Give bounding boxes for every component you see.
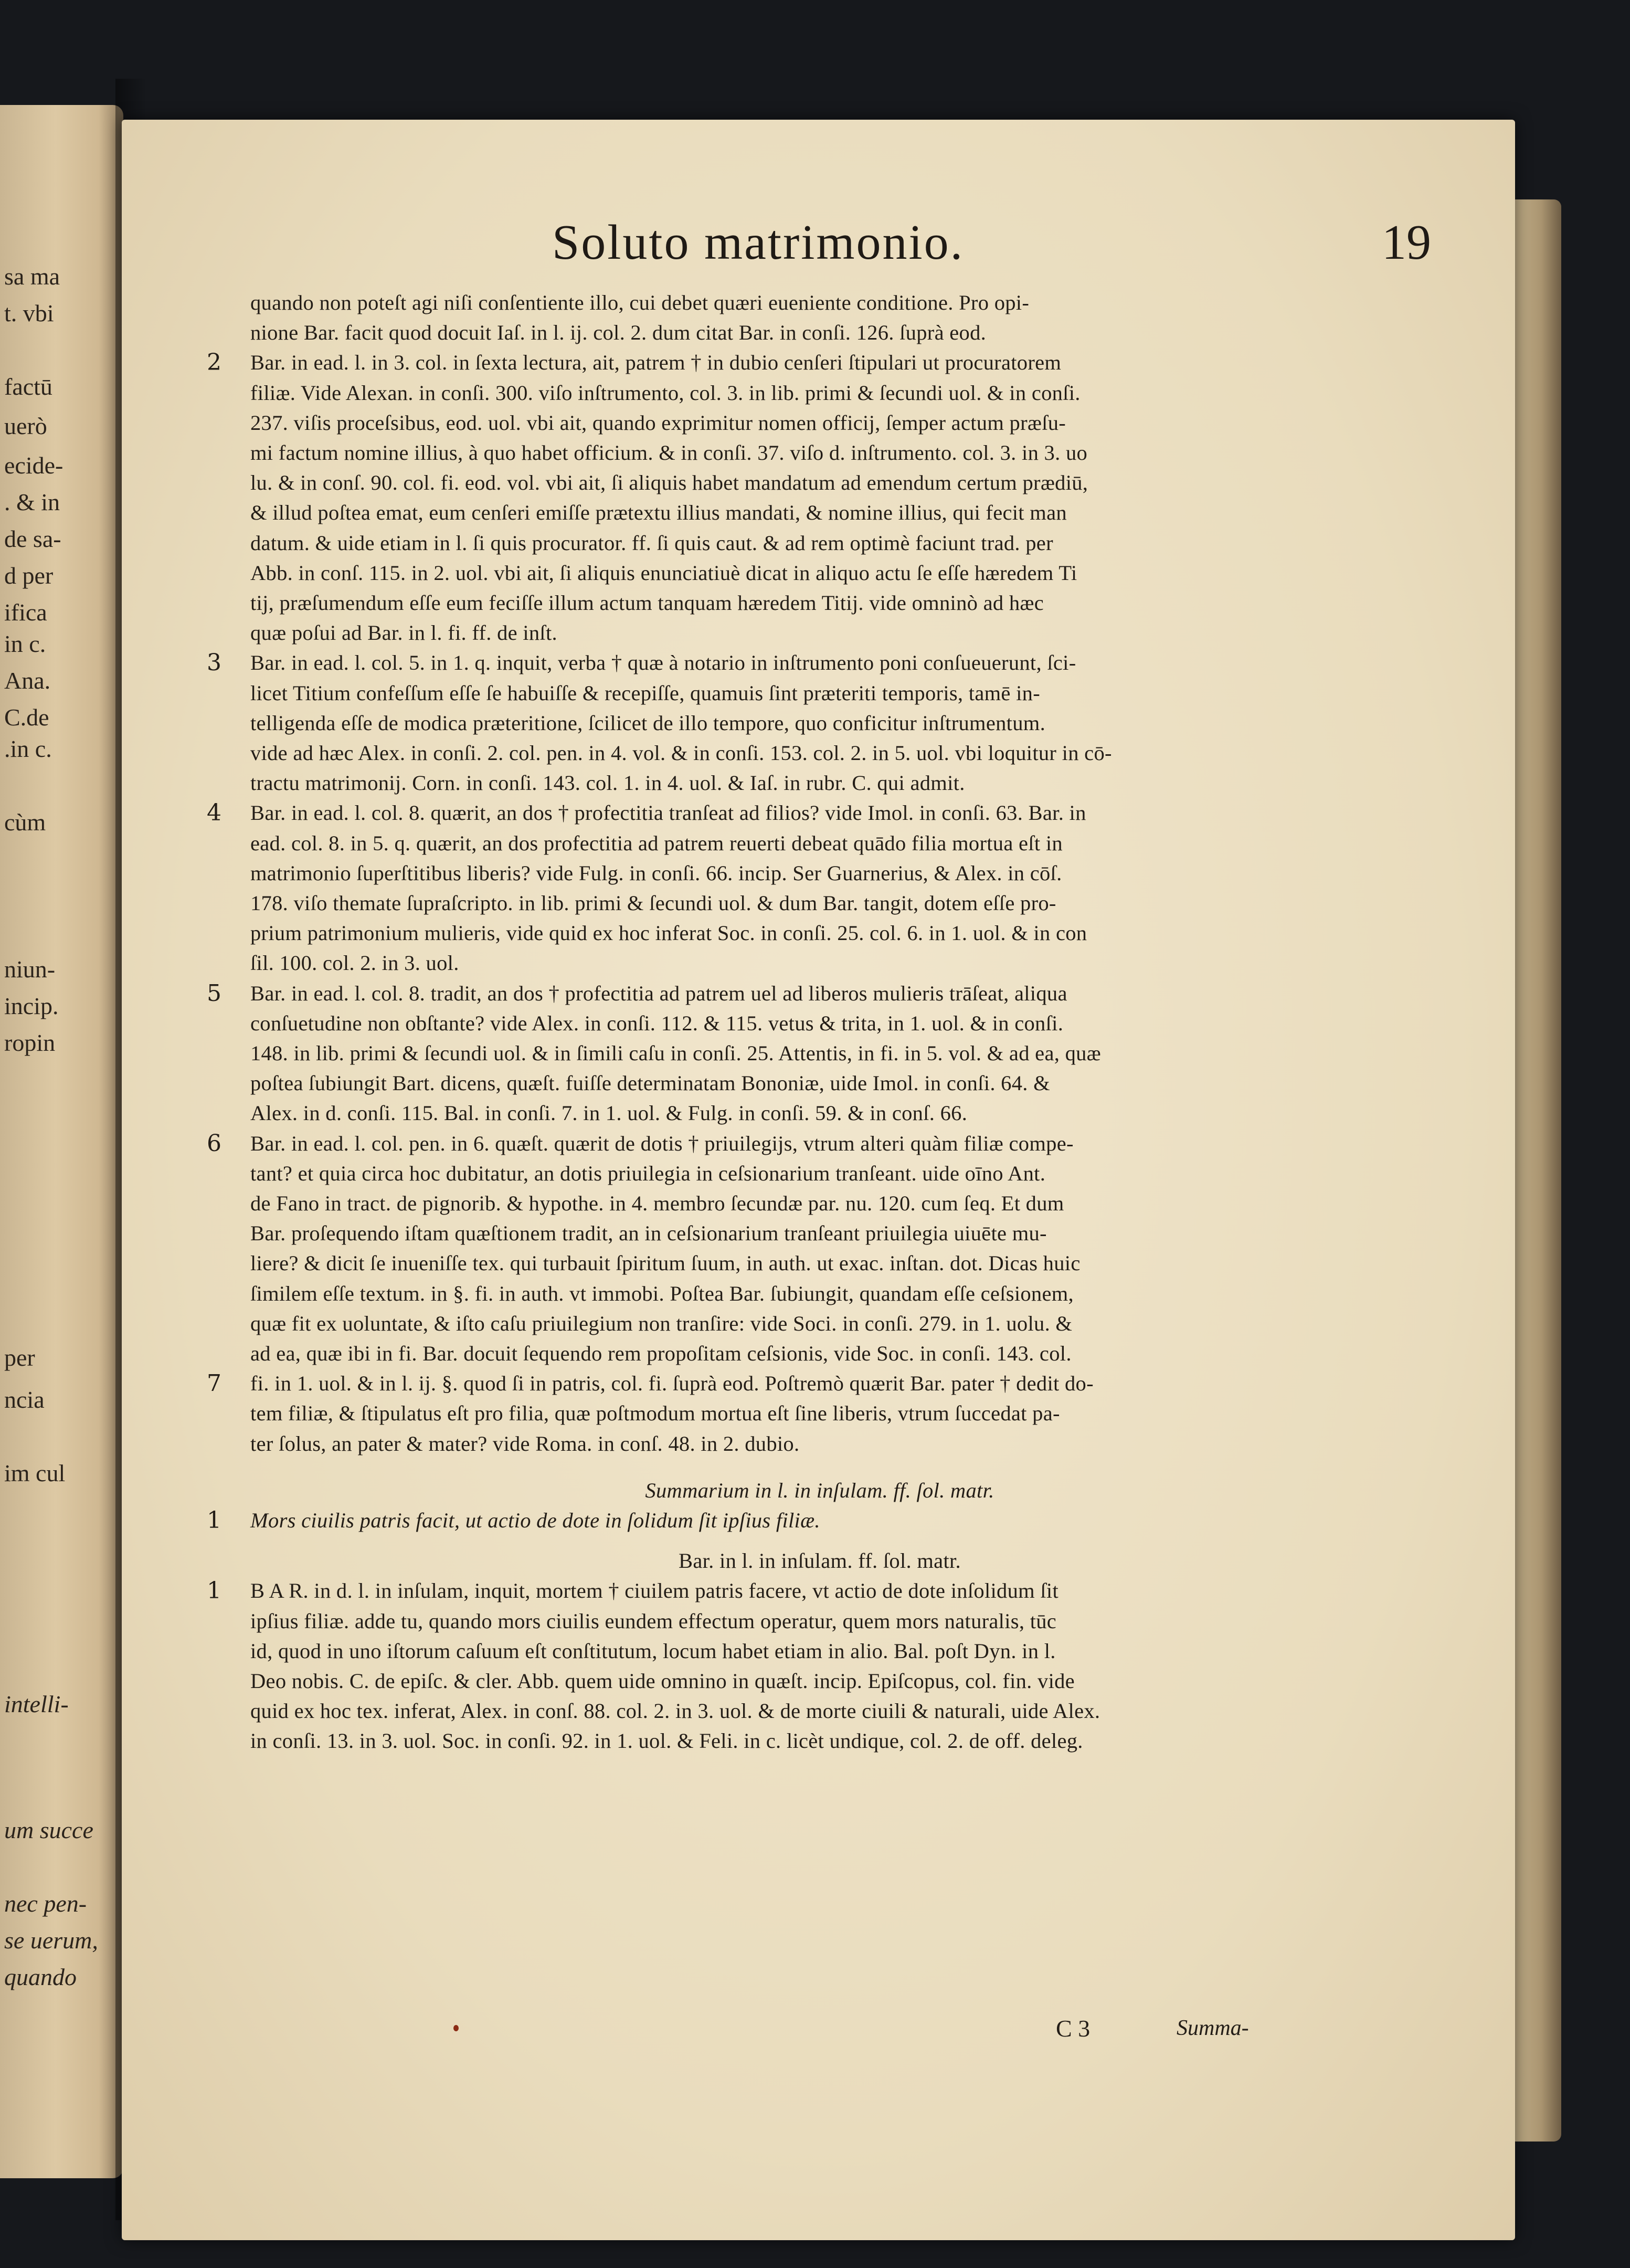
text-line [122, 1429, 1515, 1459]
line-text: poſtea ſubiungit Bart. dicens, quæſt. fuiſſe determinatam Bononiæ, uide Imol. in conſi. 64. & [250, 1071, 1050, 1095]
text-line [122, 1636, 1515, 1666]
margin-fragment: in c. [4, 630, 46, 657]
line-text: Abb. in conſ. 115. in 2. uol. vbi ait, ſi aliquis enunciatiuè dicat in aliquo actu ſe eſſe hæredem Ti [250, 561, 1077, 585]
margin-fragment: se uerum, [4, 1927, 98, 1954]
margin-fragment: factū [4, 373, 52, 400]
line-text: ad ea, quæ ibi in fi. Bar. docuit ſequendo rem propoſitam ceſsionis, vide Soc. in conſi. 143. col. [250, 1342, 1072, 1365]
line-text: ſimilem eſſe textum. in §. fi. in auth. vt immobi. Poſtea Bar. ſubiungit, quandam eſſe ceſsionem, [250, 1281, 1074, 1305]
paper-fleck [453, 2025, 459, 2031]
line-text: tant? et quia circa hoc dubitatur, an dotis priuilegia in ceſsionarium tranſeant. uide oīno Ant. [250, 1161, 1046, 1185]
catchword: Summa- [1177, 2016, 1249, 2040]
line-text: 237. viſis proceſsibus, eod. uol. vbi ait, quando exprimitur nomen officij, ſemper actum præſu- [250, 410, 1066, 435]
text-line [122, 1218, 1515, 1248]
running-title: Soluto matrimonio. [552, 215, 965, 270]
text-line [122, 1368, 1515, 1398]
text-line [122, 618, 1515, 648]
line-text: filiæ. Vide Alexan. in conſi. 300. viſo inſtrumento, col. 3. in lib. primi & ſecundi uol. & in conſi. [250, 381, 1081, 405]
text-line [122, 1248, 1515, 1278]
text-line [122, 498, 1515, 528]
margin-fragment: sa ma [4, 263, 60, 290]
text-line [122, 648, 1515, 678]
text-line [122, 1696, 1515, 1726]
text-line [122, 318, 1515, 347]
note-number: 7 [207, 1370, 221, 1397]
margin-fragment: uerò [4, 413, 47, 439]
margin-fragment: per [4, 1344, 35, 1371]
text-line [122, 288, 1515, 318]
text-line [122, 1279, 1515, 1309]
line-text: nione Bar. facit quod docuit Iaſ. in l. ij. col. 2. dum citat Bar. in conſi. 126. ſuprà eod. [250, 321, 987, 345]
margin-fragment: cùm [4, 809, 46, 836]
text-line [122, 1068, 1515, 1098]
text-line [122, 1666, 1515, 1696]
text-line [122, 378, 1515, 408]
text-line [122, 1309, 1515, 1338]
signature-mark: C 3 [1056, 2015, 1091, 2042]
line-text: telligenda eſſe de modica præteritione, ſcilicet de illo tempore, quo conficitur inſtrumentum. [250, 711, 1045, 735]
line-text: Bar. proſequendo iſtam quæſtionem tradit, an in ceſsionarium tranſeant priuilegia uiuēte mu- [250, 1221, 1047, 1246]
note-number: 1 [207, 1577, 221, 1605]
margin-fragment: .in c. [4, 735, 52, 762]
text-line [122, 1726, 1515, 1756]
text-line [122, 588, 1515, 618]
text-line [122, 978, 1515, 1008]
margin-fragment: ropin [4, 1029, 56, 1056]
text-line [122, 888, 1515, 918]
line-text: ipſius filiæ. adde tu, quando mors ciuilis eundem effectum operatur, quem mors naturalis, tūc [250, 1609, 1057, 1633]
text-line [122, 1188, 1515, 1218]
note-number: 6 [207, 1130, 221, 1157]
line-text: ſil. 100. col. 2. in 3. uol. [250, 951, 459, 975]
margin-fragment: incip. [4, 993, 59, 1019]
margin-fragment: t. vbi [4, 300, 54, 326]
line-text: fi. in 1. uol. & in l. ij. §. quod ſi in patris, col. fi. ſuprà eod. Poſtremò quærit Bar. pater † dedit do- [250, 1372, 1094, 1396]
text-line [122, 1098, 1515, 1128]
line-text: Mors ciuilis patris facit, ut actio de dote in ſolidum ſit ipſius filiæ. [250, 1509, 820, 1532]
margin-fragment: . & in [4, 489, 60, 515]
margin-fragment: ncia [4, 1386, 45, 1413]
line-text: Alex. in d. conſi. 115. Bal. in conſi. 7. in 1. uol. & Fulg. in conſi. 59. & in conſ. 66. [250, 1101, 968, 1125]
line-text: prium patrimonium mulieris, vide quid ex hoc inferat Soc. in conſi. 25. col. 6. in 1. uol. & in con [250, 921, 1087, 945]
text-line [122, 738, 1515, 768]
text-line [122, 678, 1515, 708]
line-text: 178. viſo themate ſupraſcripto. in lib. primi & ſecundi uol. & dum Bar. tangit, dotem eſſe pro- [250, 891, 1056, 915]
margin-fragment: quando [4, 1964, 77, 1990]
line-text: & illud poſtea emat, eum cenſeri emiſſe prætextu illius mandati, & nomine illius, qui fecit man [250, 501, 1067, 525]
line-text: Deo nobis. C. de epiſc. & cler. Abb. quem uide omnino in quæſt. incip. Epiſcopus, col. fin. vide [250, 1669, 1075, 1693]
note-number: 3 [207, 649, 221, 677]
margin-fragment: nec pen- [4, 1890, 87, 1917]
margin-fragment: intelli- [4, 1691, 69, 1717]
line-text: quæ poſui ad Bar. in l. fi. ff. de inſt. [250, 621, 557, 645]
margin-fragment: d per [4, 562, 54, 589]
line-text: Bar. in ead. l. col. pen. in 6. quæſt. quærit de dotis † priuilegijs, vtrum alteri quàm filiæ compe- [250, 1131, 1074, 1155]
line-text: tem filiæ, & ſtipulatus eſt pro filia, quæ poſtmodum mortua eſt ſine liberis, vtrum ſuccedat pa- [250, 1401, 1060, 1426]
text-line [122, 918, 1515, 948]
text-line [122, 347, 1515, 377]
note-number: 5 [207, 979, 221, 1007]
book-page [122, 120, 1515, 2240]
line-text: tij, præſumendum eſſe eum feciſſe illum actum tanquam hæredem Titij. vide omninò ad hæc [250, 591, 1044, 615]
text-line [122, 1398, 1515, 1428]
text-line [122, 1338, 1515, 1368]
page-fore-edge [1511, 199, 1561, 2142]
text-line [122, 1505, 1515, 1535]
text-line [122, 1576, 1515, 1606]
text-line [122, 1038, 1515, 1068]
summary-heading-text: Summarium in l. in inſulam. ff. ſol. matr. [645, 1478, 994, 1502]
line-text: conſuetudine non obſtante? vide Alex. in conſi. 112. & 115. vetus & trita, in 1. uol. & in conſi. [250, 1011, 1064, 1035]
margin-fragment: ecide- [4, 452, 63, 479]
margin-fragment: ifica [4, 599, 47, 626]
section-heading-text: Bar. in l. in inſulam. ff. ſol. matr. [679, 1549, 961, 1573]
section-heading [122, 1546, 1515, 1576]
line-text: id, quod in uno iſtorum caſuum eſt conſtitutum, locum habet etiam in alio. Bal. poſt Dyn. in l. [250, 1639, 1056, 1663]
line-text: lu. & in conſ. 90. col. fi. eod. vol. vbi ait, ſi aliquis habet mandatum ad emendum certum prædiū, [250, 471, 1088, 495]
note-number: 4 [207, 799, 221, 827]
line-text: mi factum nomine illius, à quo habet officium. & in conſi. 37. viſo d. inſtrumento. col. 3. in 3. uo [250, 441, 1088, 465]
note-number: 1 [207, 1507, 221, 1534]
line-text: ead. col. 8. in 5. q. quærit, an dos profectitia ad patrem reuerti debeat quādo filia mortua eſt in [250, 831, 1063, 855]
line-text: quid ex hoc tex. inferat, Alex. in conſ. 88. col. 2. in 3. uol. & de morte ciuili & naturali, uide Alex. [250, 1699, 1100, 1723]
line-text: in conſi. 13. in 3. uol. Soc. in conſi. 92. in 1. uol. & Feli. in c. licèt undique, col. 2. de off. deleg. [250, 1729, 1083, 1753]
line-text: licet Titium confeſſum eſſe ſe habuiſſe & recepiſſe, quamuis ſint præteriti temporis, tamē in- [250, 681, 1041, 705]
text-line [122, 468, 1515, 498]
text-line [122, 1606, 1515, 1636]
line-text: Bar. in ead. l. col. 8. tradit, an dos † profectitia ad patrem uel ad liberos mulieris trāſeat, aliqua [250, 981, 1067, 1005]
line-text: vide ad hæc Alex. in conſi. 2. col. pen. in 4. vol. & in conſi. 153. col. 2. in 5. uol. vbi loquitur in cō- [250, 741, 1112, 765]
folio-number: 19 [1382, 215, 1431, 270]
text-line [122, 1008, 1515, 1038]
previous-page-edge [0, 105, 123, 2178]
line-text: de Fano in tract. de pignorib. & hypothe. in 4. membro ſecundæ par. nu. 120. cum ſeq. Et dum [250, 1191, 1064, 1215]
text-line [122, 798, 1515, 828]
summary-heading [122, 1475, 1515, 1505]
text-line [122, 948, 1515, 978]
text-line [122, 1128, 1515, 1158]
line-text: Bar. in ead. l. col. 5. in 1. q. inquit, verba † quæ à notario in inſtrumento poni conſueuerunt, ſci- [250, 651, 1076, 675]
line-text: 148. in lib. primi & ſecundi uol. & in ſimili caſu in conſi. 25. Attentis, in fi. in 5. vol. & ad ea, quæ [250, 1041, 1101, 1065]
line-text: ter ſolus, an pater & mater? vide Roma. in conſ. 48. in 2. dubio. [250, 1431, 800, 1455]
line-text: matrimonio ſuperſtitibus liberis? vide Fulg. in conſi. 66. incip. Ser Guarnerius, & Alex. in cōſ. [250, 861, 1062, 885]
text-line [122, 558, 1515, 588]
margin-fragment: C.de [4, 704, 49, 731]
text-line [122, 528, 1515, 558]
line-text: B A R. in d. l. in inſulam, inquit, mortem † ciuilem patris facere, vt actio de dote inſolidum ſit [250, 1579, 1059, 1603]
margin-fragment: Ana. [4, 667, 51, 694]
margin-fragment: im cul [4, 1460, 66, 1486]
line-text: liere? & dicit ſe inueniſſe tex. qui turbauit ſpiritum ſuum, in auth. ut exac. inſtan. dot. Dicas huic [250, 1251, 1081, 1275]
text-line [122, 828, 1515, 858]
line-text: Bar. in ead. l. col. 8. quærit, an dos † profectitia tranſeat ad filios? vide Imol. in conſi. 63. Bar. in [250, 801, 1086, 825]
text-line [122, 438, 1515, 468]
text-line [122, 768, 1515, 798]
page-header [122, 214, 1515, 293]
text-line [122, 1158, 1515, 1188]
line-text: tractu matrimonij. Corn. in conſi. 143. col. 1. in 4. uol. & Iaſ. in rubr. C. qui admit. [250, 771, 965, 795]
line-text: quæ fit ex uoluntate, & iſto caſu priuilegium non tranſire: vide Soci. in conſi. 279. in 1. uolu. & [250, 1311, 1073, 1335]
margin-fragment: um succe [4, 1817, 93, 1843]
text-line [122, 708, 1515, 738]
text-line [122, 408, 1515, 438]
line-text: datum. & uide etiam in l. ſi quis procurator. ff. ſi quis caut. & ad rem optimè faciunt trad. per [250, 531, 1053, 555]
margin-fragment: de sa- [4, 525, 61, 552]
margin-fragment: niun- [4, 956, 56, 983]
line-text: Bar. in ead. l. in 3. col. in ſexta lectura, ait, patrem † in dubio cenſeri ſtipulari ut procuratorem [250, 351, 1062, 375]
line-text: quando non poteſt agi niſi conſentiente illo, cui debet quæri eueniente conditione. Pro opi- [250, 291, 1030, 314]
text-line [122, 858, 1515, 888]
note-number: 2 [207, 349, 221, 376]
